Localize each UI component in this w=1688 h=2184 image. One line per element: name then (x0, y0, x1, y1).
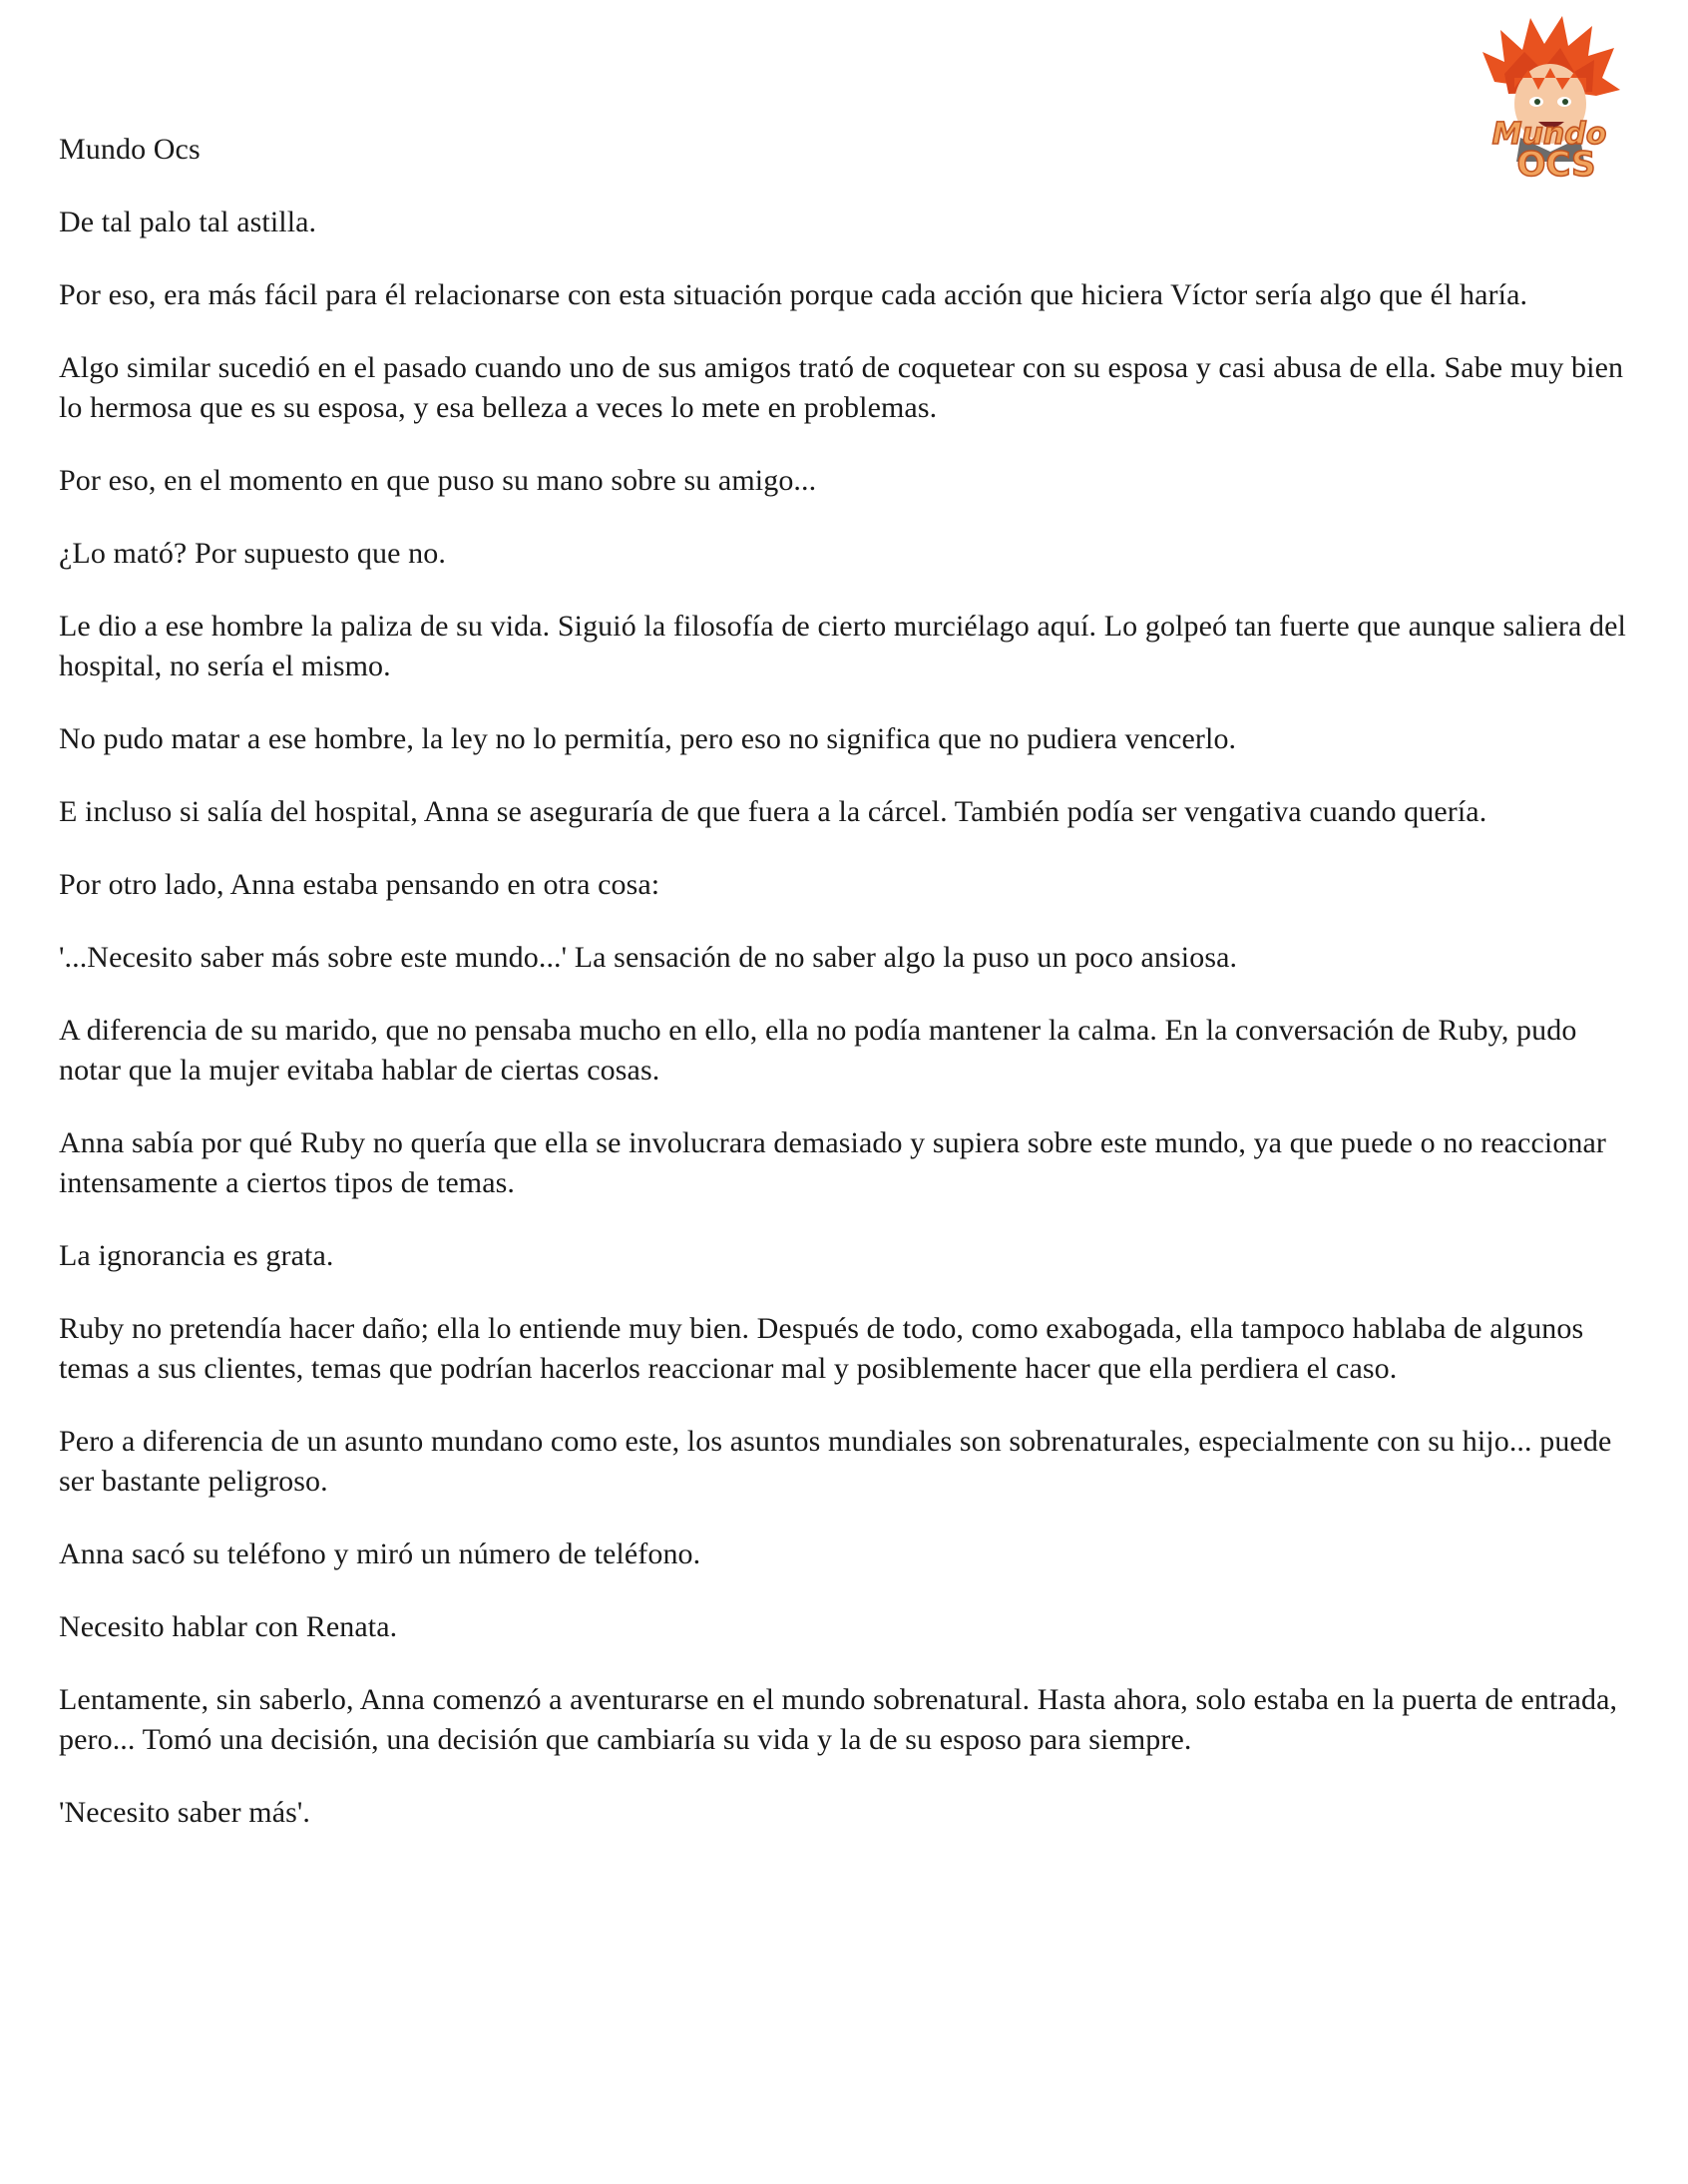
paragraph: Necesito hablar con Renata. (59, 1610, 398, 1643)
paragraph: ¿Lo mató? Por supuesto que no. (59, 537, 446, 570)
paragraph: '...Necesito saber más sobre este mundo...' La sensación de no saber algo la puso un poco ansiosa. (59, 941, 1238, 974)
paragraph: Por eso, era más fácil para él relacionarse con esta situación porque cada acción que hiciera Víctor sería algo que él haría. (59, 278, 1528, 311)
logo-text-bottom: OCS (1516, 145, 1596, 184)
paragraph: Pero a diferencia de un asunto mundano como este, los asuntos mundiales son sobrenaturales, especialmente con su hijo... puede ser bastante peligroso. (59, 1425, 1612, 1498)
paragraph: A diferencia de su marido, que no pensaba mucho en ello, ella no podía mantener la calma. En la conversación de Ruby, pudo notar que la mujer evitaba hablar de ciertas cosas. (59, 1014, 1577, 1087)
paragraph: 'Necesito saber más'. (59, 1796, 310, 1829)
document-title: Mundo Ocs (59, 133, 201, 166)
paragraph: Por otro lado, Anna estaba pensando en otra cosa: (59, 868, 660, 901)
paragraph: No pudo matar a ese hombre, la ley no lo permitía, pero eso no significa que no pudiera vencerlo. (59, 722, 1237, 755)
paragraph: Algo similar sucedió en el pasado cuando uno de sus amigos trató de coquetear con su esposa y casi abusa de ella. Sabe muy bien lo hermosa que es su esposa, y esa belleza a veces lo mete en problemas. (59, 351, 1624, 424)
logo-text-top: Mundo (1491, 117, 1607, 152)
paragraph: Por eso, en el momento en que puso su mano sobre su amigo... (59, 464, 817, 497)
paragraph: Le dio a ese hombre la paliza de su vida. Siguió la filosofía de cierto murciélago aquí. Lo golpeó tan fuerte que aunque saliera del hospital, no sería el mismo. (59, 610, 1626, 682)
paragraph: La ignorancia es grata. (59, 1239, 334, 1272)
paragraph: Anna sabía por qué Ruby no quería que ella se involucrara demasiado y supiera sobre este mundo, ya que puede o no reaccionar intensamente a ciertos tipos de temas. (59, 1126, 1607, 1199)
paragraph: E incluso si salía del hospital, Anna se aseguraría de que fuera a la cárcel. También podía ser vengativa cuando quería. (59, 795, 1487, 828)
paragraph: De tal palo tal astilla. (59, 206, 317, 238)
paragraph: Ruby no pretendía hacer daño; ella lo entiende muy bien. Después de todo, como exabogada, ella tampoco hablaba de algunos temas a sus clientes, temas que podrían hacerlos reaccionar mal y posiblemente hacer que ella perdiera el caso. (59, 1312, 1584, 1385)
document-body (59, 130, 1645, 1866)
paragraph: Lentamente, sin saberlo, Anna comenzó a aventurarse en el mundo sobrenatural. Hasta ahora, solo estaba en la puerta de entrada, pero... Tomó una decisión, una decisión que cambiaría su vida y la de su esposo para siempre. (59, 1683, 1618, 1756)
paragraph: Anna sacó su teléfono y miró un número de teléfono. (59, 1537, 701, 1570)
